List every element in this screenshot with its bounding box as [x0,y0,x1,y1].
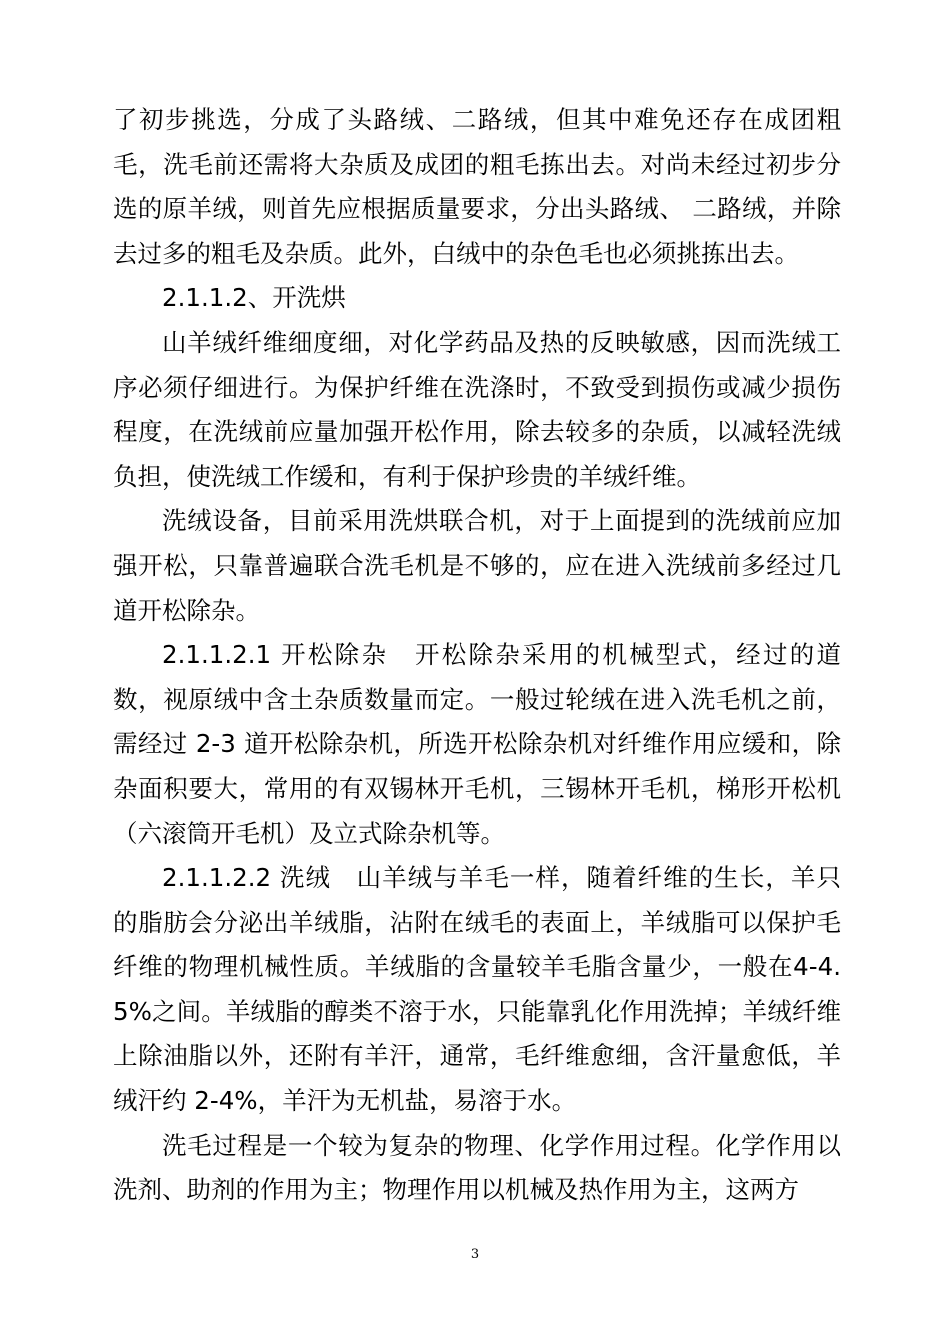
paragraph-2: 山羊绒纤维细度细，对化学药品及热的反映敏感，因而洗绒工序必须仔细进行。为保护纤维在洗涤时，不致受到损伤或减少损伤程度，在洗绒前应量加强开松作用，除去较多的杂质，以减轻洗绒负担，使洗绒工作缓和，有利于保护珍贵的羊绒纤维。 [113,327,841,491]
paragraph-opening-impurity-removal: 2.1.1.2.1 开松除杂 开松除杂采用的机械型式，经过的道数，视原绒中含土杂质数量而定。一般过轮绒在进入洗毛机之前，需经过 2-3 道开松除杂机，所选开松除杂机对纤维作用应缓和，除杂面积要大，常用的有双锡林开毛机，三锡林开毛机，梯形开松机（六滚筒开毛机）及立式除杂机等。 [113,640,841,848]
paragraph-3: 洗绒设备，目前采用洗烘联合机，对于上面提到的洗绒前应加强开松，只靠普遍联合洗毛机是不够的，应在进入洗绒前多经过几道开松除杂。 [113,506,841,625]
document-body [113,98,841,1213]
paragraph-washing: 2.1.1.2.2 洗绒 山羊绒与羊毛一样，随着纤维的生长，羊只的脂肪会分泌出羊绒脂，沾附在绒毛的表面上，羊绒脂可以保护毛纤维的物理机械性质。羊绒脂的含量较羊毛脂含量少，一般在4-4.5%之间。羊绒脂的醇类不溶于水，只能靠乳化作用洗掉；羊绒纤维上除油脂以外，还附有羊汗，通常，毛纤维愈细，含汗量愈低，羊绒汗约 2-4%，羊汗为无机盐，易溶于水。 [113,863,841,1116]
page-number: 3 [470,1247,480,1262]
section-heading-2-1-1-2: 2.1.1.2、开洗烘 [162,283,346,313]
paragraph-1: 了初步挑选，分成了头路绒、二路绒，但其中难免还存在成团粗毛，洗毛前还需将大杂质及成团的粗毛拣出去。对尚未经过初步分选的原羊绒，则首先应根据质量要求，分出头路绒、 二路绒，并除去过多的粗毛及杂质。此外，白绒中的杂色毛也必须挑拣出去。 [113,105,841,268]
paragraph-washing-process: 洗毛过程是一个较为复杂的物理、化学作用过程。化学作用以洗剂、助剂的作用为主；物理作用以机械及热作用为主，这两方 [113,1130,841,1205]
